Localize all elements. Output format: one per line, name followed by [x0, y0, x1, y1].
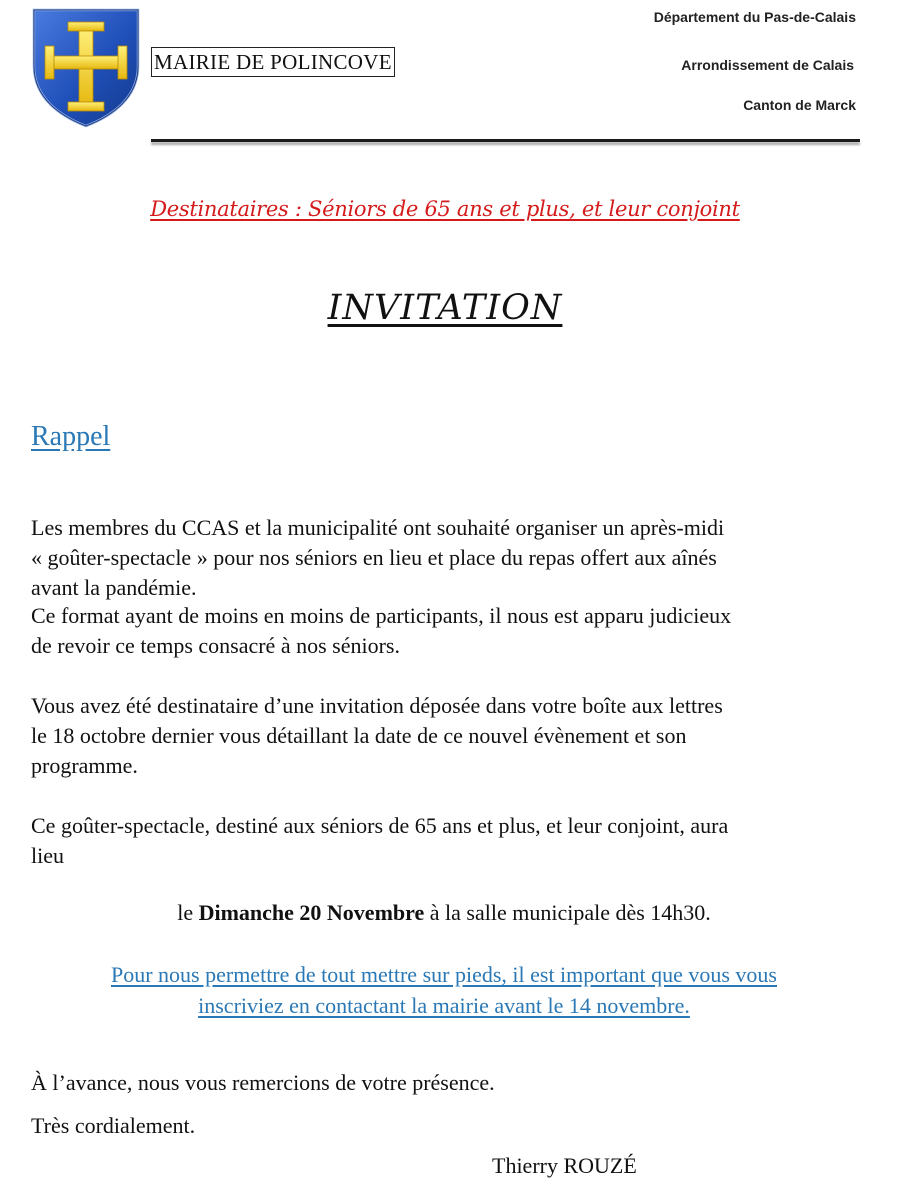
paragraph-line: Vous avez été destinataire d’une invitation déposée dans votre boîte aux lettres	[31, 693, 723, 718]
notice-line: inscriviez en contactant la mairie avant le 14 novembre.	[198, 993, 690, 1018]
paragraph-previous-invitation	[31, 691, 857, 781]
event-location-time: à la salle municipale dès 14h30.	[424, 900, 711, 925]
paragraph-line: Ce format ayant de moins en moins de participants, il nous est apparu judicieux	[31, 603, 732, 628]
paragraph-line: « goûter-spectacle » pour nos séniors en lieu et place du repas offert aux aînés	[31, 545, 717, 570]
departement-label: Département du Pas-de-Calais	[653, 9, 856, 25]
canton-label: Canton de Marck	[743, 97, 856, 113]
paragraph-line: Les membres du CCAS et la municipalité ont souhaité organiser un après-midi	[31, 515, 725, 540]
event-prefix: le	[177, 900, 199, 925]
section-heading: Rappel	[31, 421, 111, 452]
event-date: Dimanche 20 Novembre	[198, 900, 425, 925]
document-title: INVITATION	[327, 288, 563, 328]
paragraph-event-intro	[31, 811, 857, 871]
registration-notice	[0, 959, 888, 1021]
paragraph-line: le 18 octobre dernier vous détaillant la date de ce nouvel évènement et son	[31, 723, 687, 748]
closing-thanks: À l’avance, nous vous remercions de votre présence.	[31, 1070, 495, 1095]
paragraph-line: de revoir ce temps consacré à nos séniors.	[31, 633, 400, 658]
cross-potent-coat-of-arms-icon	[30, 6, 142, 130]
notice-line: Pour nous permettre de tout mettre sur pieds, il est important que vous vous	[110, 962, 777, 987]
paragraph-intro	[31, 513, 857, 603]
closing-regards: Très cordialement.	[31, 1113, 196, 1138]
paragraph-line: lieu	[31, 843, 64, 868]
paragraph-line: avant la pandémie.	[31, 575, 197, 600]
recipients-line: Destinataires : Séniors de 65 ans et plus, et leur conjoint	[150, 197, 740, 221]
arrondissement-label: Arrondissement de Calais	[681, 57, 854, 73]
paragraph-line: programme.	[31, 753, 138, 778]
paragraph-line: Ce goûter-spectacle, destiné aux séniors de 65 ans et plus, et leur conjoint, aura	[31, 813, 729, 838]
header-divider	[151, 139, 860, 142]
signature: Thierry ROUZÉ	[492, 1153, 637, 1178]
paragraph-format	[31, 601, 857, 661]
mairie-title: MAIRIE DE POLINCOVE	[151, 47, 395, 77]
event-date-line	[0, 900, 888, 926]
